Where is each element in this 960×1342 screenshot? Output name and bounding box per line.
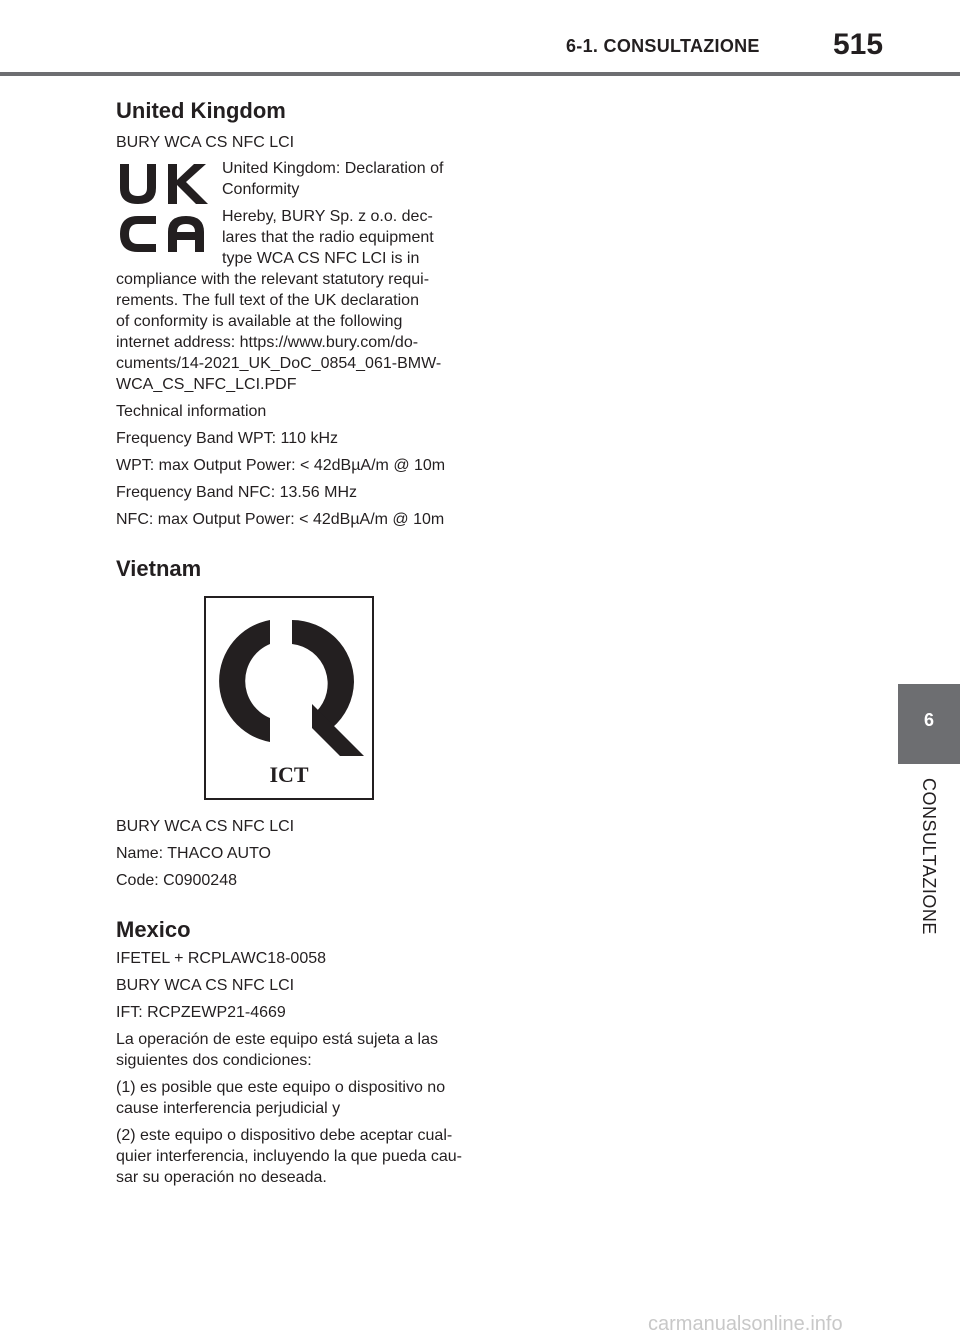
uk-body-line-2: rements. The full text of the UK declaration — [116, 292, 419, 309]
ict-logo-text: ICT — [269, 762, 309, 787]
vietnam-code: Code: C0900248 — [116, 872, 237, 889]
uk-intro-line-2: Conformity — [222, 181, 300, 198]
chapter-label: CONSULTAZIONE — [919, 778, 939, 935]
uk-freq-wpt: Frequency Band WPT: 110 kHz — [116, 430, 339, 447]
section-title: 6-1. CONSULTAZIONE — [566, 36, 760, 56]
vietnam-name: Name: THACO AUTO — [116, 845, 271, 862]
mexico-cond2-line-1: (2) este equipo o dispositivo debe aceptar cual- — [116, 1127, 453, 1144]
mexico-op-line-1: La operación de este equipo está sujeta a las — [116, 1031, 439, 1048]
mexico-model: BURY WCA CS NFC LCI — [116, 977, 295, 994]
chapter-side-label — [898, 778, 960, 938]
mexico-op-line-2: siguientes dos condiciones: — [116, 1052, 312, 1069]
uk-model: BURY WCA CS NFC LCI — [116, 134, 295, 151]
mexico-ifetel: IFETEL + RCPLAWC18-0058 — [116, 950, 327, 967]
chapter-number: 6 — [923, 710, 934, 730]
uk-freq-nfc: Frequency Band NFC: 13.56 MHz — [116, 484, 357, 501]
mexico-cond2-line-3: sar su operación no deseada. — [116, 1169, 327, 1186]
page-number: 515 — [833, 28, 884, 61]
header-divider — [0, 72, 960, 76]
uk-body-line-5: cuments/14-2021_UK_DoC_0854_061-BMW- — [116, 355, 442, 372]
uk-power-nfc: NFC: max Output Power: < 42dBµA/m @ 10m — [116, 511, 445, 528]
chapter-tab — [898, 684, 960, 764]
uk-hereby-line-1: Hereby, BURY Sp. z o.o. dec- — [222, 208, 433, 225]
page-header — [0, 0, 960, 78]
ict-logo-icon — [204, 596, 374, 800]
mexico-cond1-line-1: (1) es posible que este equipo o dispositivo no — [116, 1079, 446, 1096]
heading-united-kingdom: United Kingdom — [116, 98, 286, 123]
mexico-ift: IFT: RCPZEWP21-4669 — [116, 1004, 286, 1021]
uk-hereby-line-2: lares that the radio equipment — [222, 229, 434, 246]
vietnam-model: BURY WCA CS NFC LCI — [116, 818, 295, 835]
uk-body-line-6: WCA_CS_NFC_LCI.PDF — [116, 376, 297, 393]
heading-mexico: Mexico — [116, 917, 191, 942]
uk-tech-info: Technical information — [116, 403, 267, 420]
ukca-logo-icon — [116, 160, 214, 256]
mexico-cond2-line-2: quier interferencia, incluyendo la que pueda cau- — [116, 1148, 463, 1165]
uk-body-line-4: internet address: https://www.bury.com/do- — [116, 334, 419, 351]
uk-power-wpt: WPT: max Output Power: < 42dBµA/m @ 10m — [116, 457, 446, 474]
uk-body-line-1: compliance with the relevant statutory requi- — [116, 271, 430, 288]
mexico-cond1-line-2: cause interferencia perjudicial y — [116, 1100, 341, 1117]
footer-watermark: carmanualsonline.info — [648, 1313, 843, 1335]
uk-intro-line-1: United Kingdom: Declaration of — [222, 160, 444, 177]
uk-body-line-3: of conformity is available at the following — [116, 313, 403, 330]
uk-hereby-line-3: type WCA CS NFC LCI is in — [222, 250, 420, 267]
heading-vietnam: Vietnam — [116, 556, 202, 581]
